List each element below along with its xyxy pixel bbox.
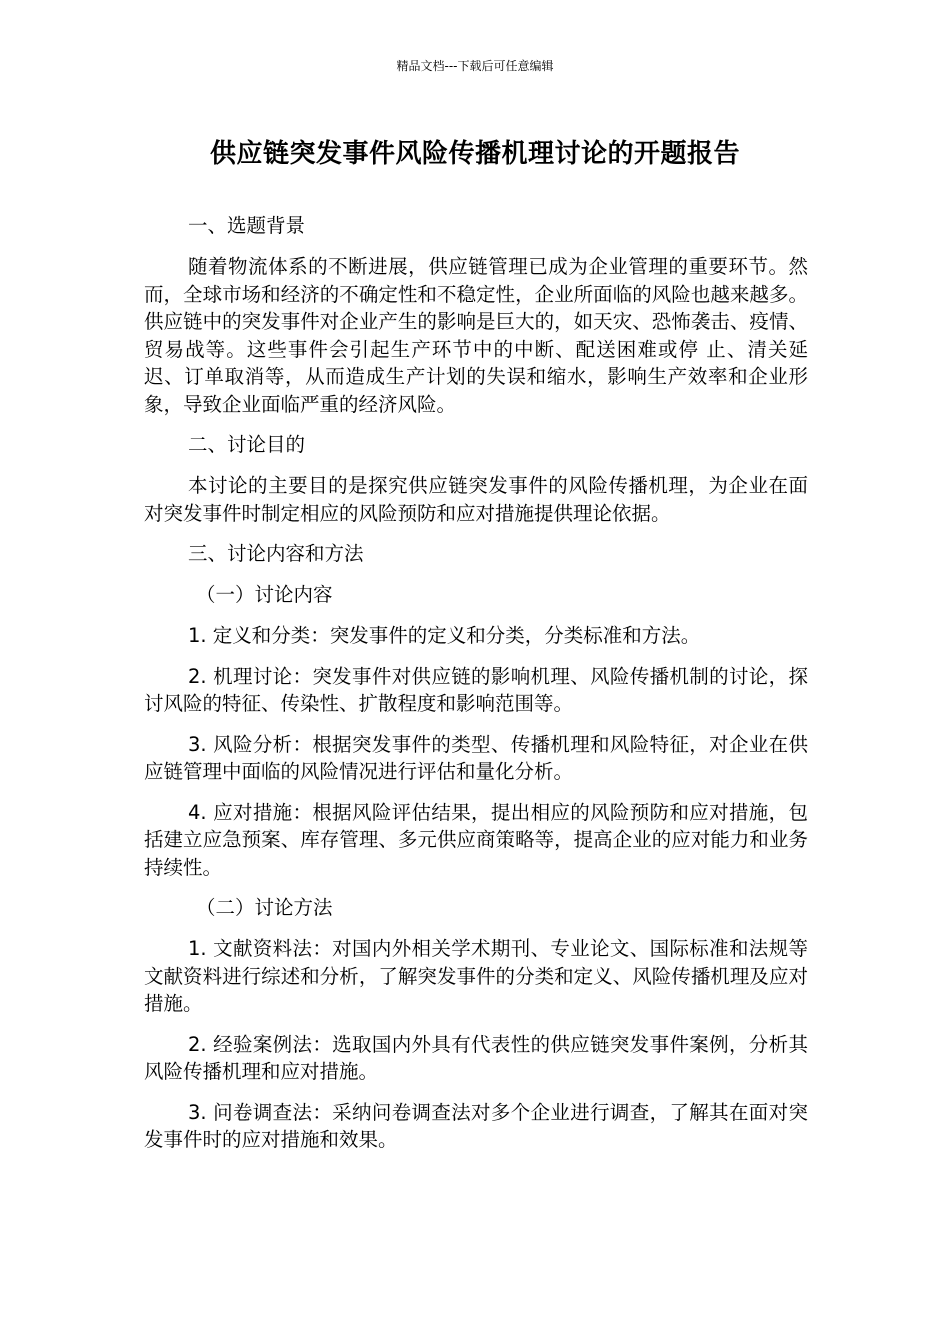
list-item-method-3: 3. 问卷调查法：采纳问卷调查法对多个企业进行调查，了解其在面对突发事件时的应对措施和效果。: [144, 1100, 808, 1151]
section-heading-purpose: 二、讨论目的: [188, 433, 306, 456]
list-item-content-3: 3. 风险分析：根据突发事件的类型、传播机理和风险特征，对企业在供应链管理中面临的风险情况进行评估和量化分析。: [144, 732, 808, 783]
section-heading-content-methods: 三、讨论内容和方法: [188, 542, 364, 565]
paragraph-purpose: 本讨论的主要目的是探究供应链突发事件的风险传播机理，为企业在面对突发事件时制定相应的风险预防和应对措施提供理论依据。: [144, 474, 808, 525]
document-body: [144, 212, 808, 1167]
list-item-method-2: 2. 经验案例法：选取国内外具有代表性的供应链突发事件案例，分析其风险传播机理和应对措施。: [144, 1032, 808, 1083]
subsection-heading-content: （一）讨论内容: [196, 583, 333, 606]
list-item-content-4: 4. 应对措施：根据风险评估结果，提出相应的风险预防和应对措施，包括建立应急预案、库存管理、多元供应商策略等，提高企业的应对能力和业务持续性。: [144, 800, 808, 879]
section-heading-background: 一、选题背景: [188, 214, 306, 237]
paragraph-background: 随着物流体系的不断进展，供应链管理已成为企业管理的重要环节。然而，全球市场和经济的不确定性和不稳定性，企业所面临的风险也越来越多。供应链中的突发事件对企业产生的影响是巨大的，如天灾、恐怖袭击、疫情、贸易战等。这些事件会引起生产环节中的中断、配送困难或停 止、清关延迟、订单取消等，从而造成生产计划的失误和缩水，影响生产效率和企业形象，导致企业面临严重的经济风险。: [144, 255, 808, 416]
list-item-method-1: 1. 文献资料法：对国内外相关学术期刊、专业论文、国际标准和法规等文献资料进行综述和分析，了解突发事件的分类和定义、风险传播机理及应对措施。: [144, 937, 808, 1015]
page-header: 精品文档---下载后可任意编辑: [396, 59, 554, 73]
list-item-content-1: 1. 定义和分类：突发事件的定义和分类，分类标准和方法。: [188, 624, 701, 647]
list-item-content-2: 2. 机理讨论：突发事件对供应链的影响机理、风险传播机制的讨论，探讨风险的特征、传染性、扩散程度和影响范围等。: [144, 664, 808, 715]
subsection-heading-methods: （二）讨论方法: [196, 896, 333, 919]
document-title: 供应链突发事件风险传播机理讨论的开题报告: [209, 139, 740, 169]
